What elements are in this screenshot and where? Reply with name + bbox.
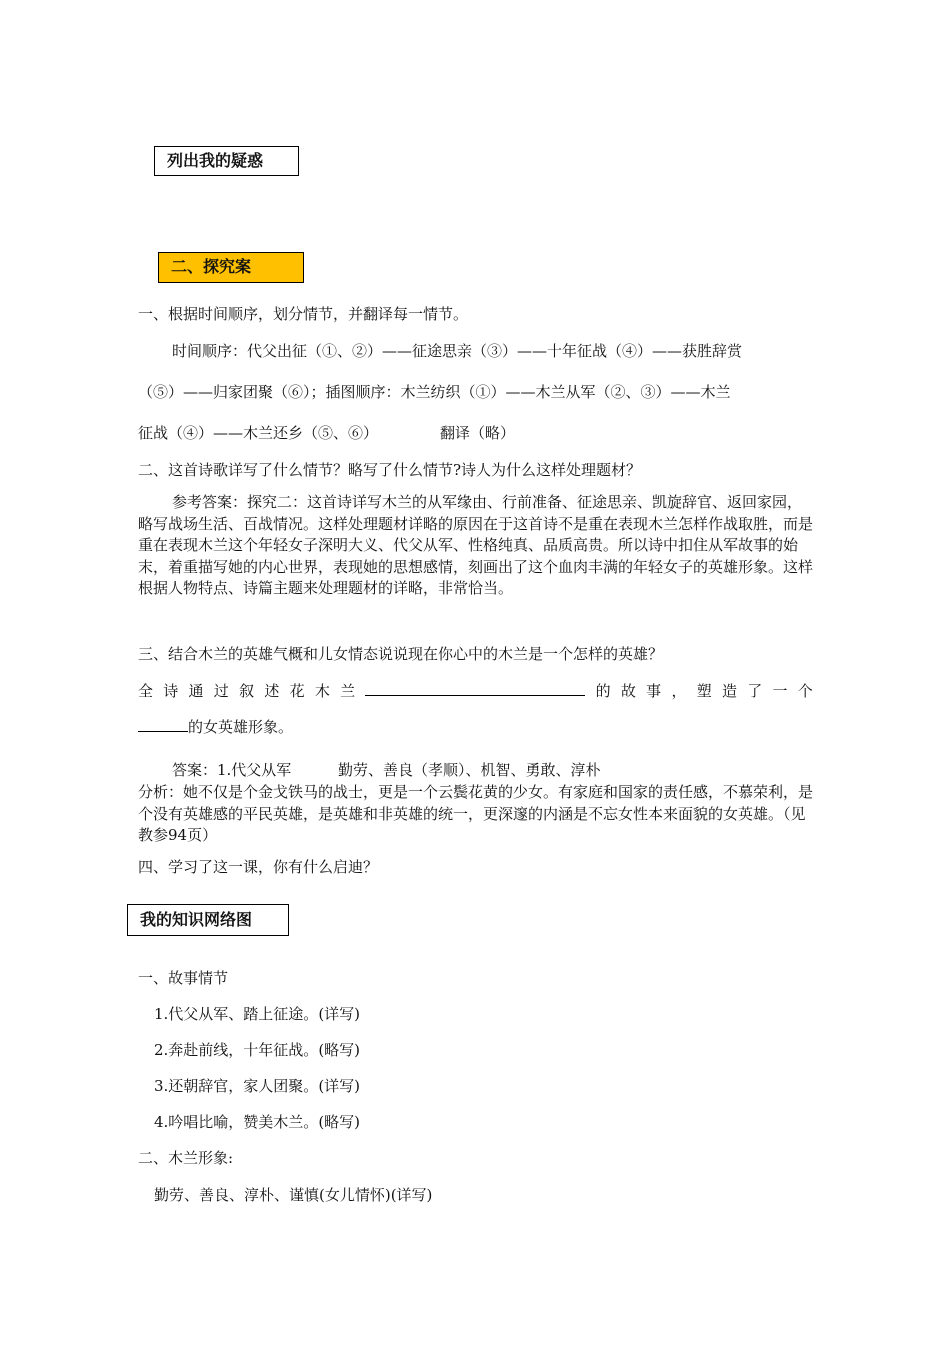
q1-question: 一、根据时间顺序，划分情节，并翻译每一情节。 [138, 305, 469, 323]
q2-answer: 参考答案：探究二：这首诗详写木兰的从军缘由、行前准备、征途思亲、凯旋辞官、返回家园，略写战场生活、百战情况。这样处理题材详略的原因在于这首诗不是重在表现木兰怎样作战取胜，而是重在表现木兰这个年轻女子深明大义、代父从军、性格纯真、品质高贵。所以诗中扣住从军故事的始末，着重描写她的内心世界，表现她的思想感情，刻画出了这个血肉丰满的年轻女子的英雄形象。这样根据人物特点、诗篇主题来处理题材的详略，非常恰当。 [138, 493, 814, 597]
plot-item: 4.吟唱比喻，赞美木兰。(略写) [154, 1113, 361, 1131]
network-image-desc: 勤劳、善良、淳朴、谨慎(女儿情怀)(详写) [154, 1186, 433, 1204]
q1-line3b: 翻译（略） [440, 424, 516, 442]
plot-item: 3.还朝辞官，家人团聚。(详写) [154, 1077, 361, 1095]
plot-item: 2.奔赴前线，十年征战。(略写) [154, 1041, 361, 1059]
plot-item: 1.代父从军、踏上征途。(详写) [154, 1005, 361, 1023]
network-plot-title: 一、故事情节 [138, 969, 229, 987]
q3-analysis: 分析：她不仅是个金戈铁马的战士，更是一个云鬓花黄的少女。有家庭和国家的责任感，不慕荣利，是个没有英雄感的平民英雄，是英雄和非英雄的统一，更深邃的内涵是不忘女性本来面貌的女英雄。（见教参94页） [138, 783, 814, 844]
fill-blank-1[interactable] [365, 680, 585, 696]
q3-answer-label: 答案：1.代父从军 [172, 761, 292, 779]
q1-line3a: 征战（④）——木兰还乡（⑤、⑥） [138, 424, 379, 442]
q3-fill-line: 全 诗 通 过 叙 述 花 木 兰 的 故 事 ， 塑 造 了 一 个 [138, 682, 813, 700]
heading-explore: 二、探究案 [158, 252, 304, 283]
heading-doubts: 列出我的疑惑 [154, 146, 299, 176]
q2-question: 二、这首诗歌详写了什么情节？略写了什么情节?诗人为什么这样处理题材？ [138, 461, 642, 479]
q3-question: 三、结合木兰的英雄气概和儿女情态说说现在你心中的木兰是一个怎样的英雄？ [138, 645, 664, 663]
q1-line1: 时间顺序：代父出征（①、②）——征途思亲（③）——十年征战（④）——获胜辞赏 [172, 342, 743, 360]
q3-fill-line2: 的女英雄形象。 [138, 716, 293, 737]
q1-line2: （⑤）——归家团聚（⑥）；插图顺序：木兰纺织（①）——木兰从军（②、③）——木兰 [138, 383, 731, 401]
q3-answer-traits: 勤劳、善良（孝顺）、机智、勇敢、淳朴 [338, 761, 601, 779]
fill-blank-2[interactable] [138, 716, 188, 732]
q4-question: 四、学习了这一课，你有什么启迪？ [138, 858, 379, 876]
network-image-title: 二、木兰形象: [138, 1149, 234, 1167]
heading-network: 我的知识网络图 [127, 904, 289, 936]
